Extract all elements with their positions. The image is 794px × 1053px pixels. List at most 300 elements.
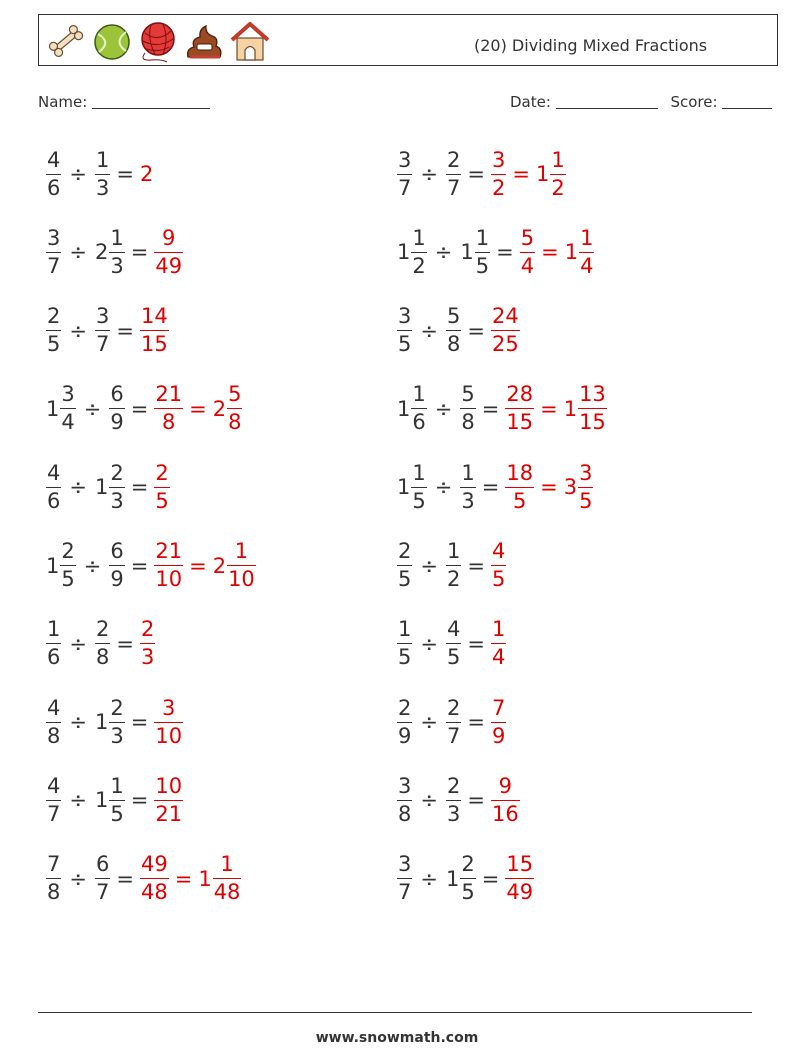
answer-denominator: 16: [491, 801, 519, 826]
divisor-whole: 1: [94, 788, 109, 813]
dividend-number: [397, 852, 412, 905]
answer-denominator: 5: [155, 488, 169, 513]
equals-sign: =: [467, 553, 485, 578]
divisor-fraction: [446, 774, 461, 827]
equals-sign: =: [130, 475, 149, 500]
dividend-denominator: 7: [398, 880, 412, 905]
answer-denominator: 2: [551, 175, 565, 200]
answer: [154, 461, 169, 514]
dividend-numerator: 1: [412, 382, 426, 407]
dividend-fraction-bar: [60, 408, 75, 409]
footer-url: www.snowmath.com: [315, 1030, 479, 1046]
divisor-fraction-bar: [95, 330, 110, 331]
divisor-numerator: 5: [446, 304, 461, 329]
divide-sign: ÷: [83, 396, 102, 421]
answer-fraction: [154, 539, 183, 592]
divide-sign: ÷: [69, 631, 87, 656]
dividend-denominator: 9: [398, 723, 412, 748]
equals-sign: =: [116, 162, 134, 186]
dividend-fraction-bar: [46, 174, 61, 175]
equals-sign: =: [496, 240, 514, 265]
divisor-number: [109, 382, 124, 435]
answer-equals-sign: =: [189, 396, 207, 421]
divisor-number: [95, 461, 125, 514]
equals-sign: =: [481, 866, 500, 891]
answer-whole: 2: [212, 396, 227, 421]
divisor-fraction: [95, 852, 110, 905]
dividend-number: [46, 148, 61, 201]
dividend-denominator: 7: [398, 175, 412, 200]
equals-sign: =: [481, 396, 500, 421]
answer-numerator: 3: [162, 695, 176, 720]
dividend-numerator: 2: [398, 695, 412, 720]
answer-whole: 1: [198, 866, 212, 891]
divisor-fraction: [95, 617, 110, 670]
answer-denominator: 5: [513, 488, 527, 513]
divide-sign: ÷: [69, 710, 87, 735]
dividend-fraction-bar: [60, 565, 75, 566]
dividend-numerator: 2: [61, 539, 75, 563]
dividend-fraction-bar: [46, 330, 61, 331]
answer-equals-sign: =: [174, 866, 193, 891]
answer-fraction-bar: [154, 722, 183, 723]
answer-fraction: [227, 539, 256, 592]
answer-number: [140, 304, 169, 357]
answer-numerator: 49: [140, 852, 168, 877]
answer-numerator: 1: [234, 539, 249, 563]
divisor-numerator: 4: [446, 617, 461, 642]
divide-sign: ÷: [69, 240, 87, 265]
divisor-fraction-bar: [109, 565, 124, 566]
dividend-number: [46, 304, 61, 357]
answer-number: [565, 226, 595, 279]
dividend-denominator: 5: [398, 645, 412, 670]
divisor-number: [460, 382, 475, 435]
divisor-whole: 1: [94, 710, 109, 735]
divisor-denominator: 7: [446, 175, 461, 200]
equals-sign: =: [481, 475, 500, 500]
problem-item: [397, 144, 566, 204]
divisor-denominator: 3: [110, 253, 124, 278]
answer-numerator: 24: [491, 304, 519, 329]
answer-number: [564, 461, 594, 514]
divisor-number: [446, 617, 461, 670]
divisor-numerator: 6: [110, 539, 124, 563]
answer-numerator: 28: [506, 382, 534, 407]
answer-fraction: [491, 696, 506, 749]
dividend-number: [397, 617, 412, 670]
date-blank[interactable]: [556, 94, 658, 109]
dividend-number: [46, 461, 61, 514]
divisor-numerator: 6: [95, 852, 110, 877]
dividend-whole: 1: [397, 475, 411, 500]
answer-fraction: [505, 382, 534, 435]
answer-number: [491, 304, 520, 357]
answer-denominator: 4: [520, 253, 535, 278]
equals-sign: =: [116, 866, 134, 891]
answer-whole: 1: [535, 162, 550, 186]
dividend-denominator: 5: [61, 567, 75, 591]
dividend-numerator: 3: [398, 773, 412, 798]
problem-item: [397, 849, 534, 909]
divisor-number: [95, 774, 125, 827]
answer-equals-sign: =: [540, 475, 558, 500]
dividend-fraction-bar: [46, 487, 61, 488]
dividend-fraction: [46, 696, 61, 749]
divisor-denominator: 5: [461, 880, 475, 905]
answer: [140, 852, 241, 905]
dividend-number: [397, 539, 412, 592]
dividend-fraction: [46, 304, 61, 357]
divisor-number: [446, 539, 461, 592]
equals-sign: =: [116, 631, 134, 656]
answer-denominator: 10: [155, 723, 183, 748]
dividend-number: [397, 461, 427, 514]
answer-fraction-bar: [520, 252, 535, 253]
divide-sign: ÷: [83, 553, 102, 578]
dividend-numerator: 1: [412, 460, 426, 485]
answer-fraction: [154, 696, 183, 749]
divisor-fraction-bar: [446, 800, 461, 801]
problem-item: [46, 692, 183, 752]
answer-fraction: [491, 774, 520, 827]
answer: [154, 774, 183, 827]
answer-number: [154, 774, 183, 827]
dividend-denominator: 2: [412, 253, 426, 278]
divisor-fraction-bar: [95, 643, 110, 644]
divisor-fraction-bar: [109, 800, 124, 801]
answer-fraction-bar: [227, 565, 256, 566]
divisor-fraction-bar: [446, 565, 461, 566]
divisor-number: [446, 852, 476, 905]
divide-sign: ÷: [434, 240, 453, 265]
equals-sign: =: [130, 710, 149, 735]
divisor-fraction: [460, 382, 475, 435]
dividend-whole: 1: [46, 396, 60, 421]
answer-fraction-bar: [491, 174, 506, 175]
divisor-denominator: 7: [446, 723, 461, 748]
dividend-fraction-bar: [397, 878, 412, 879]
divisor-number: [95, 617, 110, 670]
divisor-fraction: [95, 148, 110, 201]
divide-sign: ÷: [420, 788, 438, 813]
dividend-fraction-bar: [397, 565, 412, 566]
divisor-number: [446, 148, 461, 201]
date-label: Date:: [510, 93, 551, 111]
dividend-fraction-bar: [397, 643, 412, 644]
divisor-numerator: 2: [446, 147, 461, 172]
answer-denominator: 5: [491, 567, 506, 591]
divisor-fraction: [109, 539, 124, 592]
divisor-fraction-bar: [109, 252, 124, 253]
answer: [491, 539, 506, 592]
answer-fraction: [491, 304, 520, 357]
equals-sign: =: [130, 240, 149, 265]
divisor-denominator: 3: [95, 175, 110, 200]
dividend-fraction: [46, 617, 61, 670]
divisor-fraction: [460, 461, 475, 514]
answer-whole: 1: [564, 240, 579, 265]
answer: [491, 617, 506, 670]
divisor-denominator: 7: [95, 332, 110, 357]
equals-sign: =: [467, 788, 485, 813]
answer-denominator: 4: [491, 645, 506, 670]
answer: [505, 852, 534, 905]
dividend-fraction-bar: [411, 252, 426, 253]
answer-denominator: 49: [506, 880, 534, 905]
answer-fraction-bar: [578, 408, 607, 409]
dividend-fraction-bar: [46, 643, 61, 644]
dividend-number: [46, 382, 76, 435]
dividend-fraction-bar: [46, 252, 61, 253]
answer-numerator: 4: [491, 539, 506, 563]
dividend-numerator: 3: [398, 852, 412, 877]
worksheet-title: (20) Dividing Mixed Fractions: [474, 36, 708, 55]
divisor-fraction: [95, 304, 110, 357]
problem-item: [397, 301, 520, 361]
answer-number: [505, 852, 534, 905]
score-blank[interactable]: [722, 94, 772, 109]
divisor-fraction: [446, 617, 461, 670]
score-label: Score:: [670, 93, 718, 111]
dividend-numerator: 3: [398, 304, 412, 329]
answer-fraction: [491, 539, 506, 592]
divisor-fraction: [460, 852, 475, 905]
problem-item: [397, 222, 594, 282]
answer-denominator: 4: [580, 253, 594, 278]
answer-fraction: [140, 617, 155, 670]
divisor-denominator: 7: [95, 880, 110, 905]
answer-fraction-bar: [505, 487, 534, 488]
dividend-fraction: [397, 304, 412, 357]
answer: [505, 461, 593, 514]
answer-whole: 2: [212, 553, 227, 578]
answer-numerator: 2: [140, 617, 155, 642]
answer-fraction: [491, 617, 506, 670]
dividend-denominator: 5: [47, 332, 61, 357]
dividend-fraction: [46, 148, 61, 201]
answer-fraction-bar: [154, 800, 183, 801]
answer-fraction: [579, 226, 594, 279]
divisor-fraction: [109, 461, 124, 514]
answer-numerator: 10: [155, 773, 183, 798]
equals-sign: =: [130, 788, 149, 813]
dog-house-icon: [229, 19, 271, 63]
divisor-denominator: 3: [446, 801, 461, 826]
dividend-numerator: 4: [47, 147, 61, 172]
answer-number: [213, 382, 243, 435]
divisor-fraction-bar: [475, 252, 490, 253]
answer-fraction-bar: [491, 643, 506, 644]
equals-sign: =: [130, 553, 149, 578]
problem-item: [397, 379, 607, 439]
dividend-fraction: [46, 852, 61, 905]
answer-equals-sign: =: [541, 240, 559, 265]
divisor-denominator: 5: [110, 801, 124, 826]
answer-fraction-bar: [491, 800, 520, 801]
dividend-fraction: [397, 774, 412, 827]
answer-denominator: 25: [491, 332, 519, 357]
divisor-number: [109, 539, 124, 592]
answer-fraction-bar: [491, 330, 520, 331]
dividend-fraction-bar: [397, 174, 412, 175]
answer-denominator: 9: [491, 723, 506, 748]
answer: [140, 162, 154, 186]
answer-fraction: [227, 382, 242, 435]
dividend-number: [46, 774, 61, 827]
divisor-whole: 1: [445, 866, 460, 891]
answer-number: [154, 539, 183, 592]
answer-fraction: [491, 148, 506, 201]
answer-numerator: 18: [506, 460, 534, 485]
answer-whole: 3: [563, 475, 578, 500]
divisor-fraction-bar: [446, 330, 461, 331]
answer-whole: 1: [563, 396, 578, 421]
divisor-number: [95, 226, 125, 279]
dividend-denominator: 5: [398, 567, 412, 591]
answer-fraction: [154, 461, 169, 514]
divisor-denominator: 2: [446, 567, 461, 591]
dividend-fraction: [46, 774, 61, 827]
divisor-numerator: 2: [110, 695, 124, 720]
answer-numerator: 9: [162, 225, 176, 250]
dividend-fraction: [397, 148, 412, 201]
divisor-denominator: 5: [475, 253, 490, 278]
answer-equals-sign: =: [189, 553, 207, 578]
divisor-numerator: 1: [95, 147, 110, 172]
answer: [140, 304, 169, 357]
tennis-ball-icon: [91, 19, 133, 63]
answer-denominator: 3: [140, 645, 155, 670]
answer-fraction-bar: [491, 722, 506, 723]
answer-numerator: 5: [520, 225, 535, 250]
answer-number: [491, 774, 520, 827]
answer-fraction-bar: [140, 330, 169, 331]
name-label: Name:: [38, 93, 88, 111]
answer-numerator: 1: [580, 225, 594, 250]
answer-number: [505, 461, 534, 514]
divide-sign: ÷: [69, 318, 87, 343]
answer-denominator: 8: [228, 410, 242, 435]
equals-sign: =: [467, 631, 485, 656]
dividend-number: [397, 696, 412, 749]
dividend-fraction-bar: [46, 878, 61, 879]
bone-icon: [45, 19, 87, 63]
answer-numerator: 3: [579, 460, 593, 485]
divide-sign: ÷: [420, 318, 438, 343]
answer-denominator: 15: [140, 332, 168, 357]
answer-number: [154, 226, 183, 279]
answer: [154, 382, 242, 435]
divisor-number: [446, 774, 461, 827]
divisor-denominator: 3: [110, 488, 124, 513]
divisor-number: [95, 148, 110, 201]
dividend-numerator: 7: [47, 852, 61, 877]
dividend-numerator: 4: [47, 460, 61, 485]
problem-item: [397, 536, 506, 596]
answer-numerator: 9: [498, 773, 513, 798]
dividend-numerator: 1: [47, 617, 61, 642]
divisor-number: [460, 461, 475, 514]
answer-fraction: [505, 461, 534, 514]
answer-fraction: [154, 774, 183, 827]
dividend-fraction: [411, 461, 426, 514]
dividend-number: [46, 696, 61, 749]
dividend-numerator: 1: [398, 617, 412, 642]
problem-item: [397, 770, 520, 830]
divide-sign: ÷: [69, 162, 87, 186]
divisor-denominator: 3: [461, 488, 475, 513]
answer-fraction: [550, 148, 565, 201]
answer-denominator: 48: [213, 880, 241, 905]
answer: [154, 226, 183, 279]
problem-item: [46, 379, 242, 439]
answer: [491, 774, 520, 827]
answer-denominator: 48: [140, 880, 168, 905]
dividend-whole: 1: [397, 240, 411, 265]
answer-number: [491, 696, 506, 749]
dividend-denominator: 8: [398, 801, 412, 826]
answer-numerator: 1: [220, 852, 234, 877]
dividend-fraction-bar: [411, 487, 426, 488]
answer-numerator: 1: [491, 617, 506, 642]
equals-sign: =: [467, 710, 485, 735]
divisor-numerator: 1: [110, 225, 124, 250]
answer-denominator: 15: [579, 410, 606, 435]
dividend-fraction: [60, 539, 75, 592]
dividend-number: [46, 539, 76, 592]
divide-sign: ÷: [420, 553, 438, 578]
answer-number: [198, 852, 241, 905]
name-field: [38, 93, 210, 111]
dividend-number: [397, 774, 412, 827]
divisor-fraction-bar: [460, 878, 475, 879]
problem-item: [397, 614, 506, 674]
divisor-denominator: 9: [110, 567, 124, 591]
problem-item: [397, 457, 593, 517]
divisor-whole: 1: [94, 475, 109, 500]
dividend-denominator: 8: [47, 723, 61, 748]
answer-numerator: 14: [140, 304, 168, 329]
dividend-number: [46, 226, 61, 279]
answer-numerator: 13: [579, 382, 606, 407]
answer-number: [491, 539, 506, 592]
answer-equals-sign: =: [512, 162, 530, 186]
divisor-fraction: [446, 539, 461, 592]
dog-poop-icon: [183, 19, 225, 63]
answer-number: [564, 382, 607, 435]
dividend-fraction: [397, 852, 412, 905]
dividend-denominator: 6: [47, 645, 61, 670]
divisor-fraction: [475, 226, 490, 279]
name-blank[interactable]: [92, 94, 210, 109]
divisor-numerator: 6: [110, 382, 124, 407]
dividend-fraction: [46, 461, 61, 514]
dividend-number: [397, 304, 412, 357]
dividend-fraction-bar: [411, 408, 426, 409]
problem-item: [46, 614, 155, 674]
answer-denominator: 5: [579, 488, 593, 513]
answer-fraction-bar: [154, 408, 183, 409]
dividend-numerator: 3: [398, 147, 412, 172]
dividend-number: [397, 148, 412, 201]
answer-denominator: 49: [155, 253, 183, 278]
answer-number: [140, 852, 169, 905]
dividend-denominator: 6: [412, 410, 426, 435]
divisor-number: [446, 304, 461, 357]
answer-fraction: [520, 226, 535, 279]
divisor-fraction-bar: [446, 174, 461, 175]
